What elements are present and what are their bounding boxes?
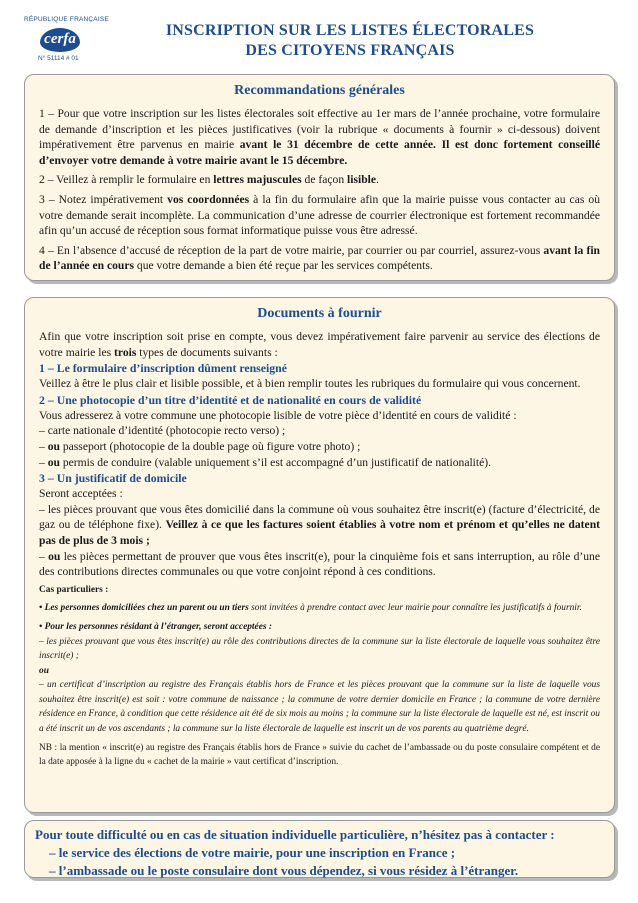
cerfa-logo: cerfa (40, 28, 80, 52)
special-case-abroad-item2: – un certificat d’inscription au registre des Français établis hors de France et les pièces prouvant que la commune sur la liste de laquelle vous souhaitez être inscrit(e) est soit : votre commune de naissance ; la commune de votre dernier domicile en France ; la commune de votre dernière résidence en France, à condition que cette résidence ait été de six mois au moins ; la commune sur la liste électorale de laquelle est né, est inscrit ou a été inscrit un de vos ascendants ; la commune sur la liste électorale de laquelle est inscrit un de vos parents au quatrième degré. (39, 680, 600, 735)
recommendations-title: Recommandations générales (234, 83, 405, 98)
doc-text-domicile: Seront acceptées : (39, 487, 123, 501)
doc-item-id-card: – carte nationale d’identité (photocopie recto verso) ; (39, 424, 286, 438)
contact-line-2: – le service des élections de votre mairie, pour une inscription en France ; (49, 845, 456, 860)
republic-label: RÉPUBLIQUE FRANÇAISE (24, 16, 109, 23)
recommendations-box (24, 74, 615, 281)
documents-box (24, 297, 615, 813)
special-case-parent: • Les personnes domiciliées chez un parent ou un tiers sont invitées à prendre contact avec leur mairie pour connaître les justificatifs à fournir. (39, 603, 582, 614)
doc-heading-identity: 2 – Une photocopie d’un titre d’identité et de nationalité en cours de validité (39, 392, 422, 407)
doc-text-form: Veillez à être le plus clair et lisible possible, et à bien remplir toutes les rubriques du formulaire qui vous concernent. (39, 377, 581, 391)
nb-note: NB : la mention « inscrit(e) au registre des Français établis hors de France » suivie du cachet de l’ambassade ou du poste consulaire compétent et de la date apposée à la ligne du « cachet de la mairie » vaut certificat d’inscription. (39, 742, 600, 768)
recommendation-2: 2 – Veillez à remplir le formulaire en lettres majuscules de façon lisible. (39, 173, 379, 187)
recommendation-3: 3 – Notez impérativement vos coordonnées à la fin du formulaire afin que la mairie puisse vous contacter au cas où votre demande serait incomplète. La communication d’une adresse de courrier électronique est fortement recommandée afin qu’un accusé de réception sous format informatique puisse vous être adressé. (39, 192, 600, 238)
special-case-abroad-title: • Pour les personnes résidant à l’étranger, seront acceptées : (39, 621, 272, 632)
special-cases-title: Cas particuliers : (39, 584, 109, 595)
documents-intro: Afin que votre inscription soit prise en compte, vous devez impérativement faire parvenir au service des élections de votre mairie les trois types de documents suivants : (39, 330, 600, 359)
recommendation-4: 4 – En l’absence d’accusé de réception de la part de votre mairie, par courrier ou par courriel, assurez-vous avant la fin de l’année en cours que votre demande a bien été reçue par les services compétents. (39, 243, 600, 273)
doc-heading-form: 1 – Le formulaire d’inscription dûment renseigné (39, 361, 287, 376)
contact-line-1: Pour toute difficulté ou en cas de situation individuelle particulière, n’hésitez pas à contacter : (35, 827, 555, 842)
recommendation-1: 1 – Pour que votre inscription sur les listes électorales soit effective au 1er mars de l’année prochaine, votre formulaire de demande d’inscription et les pièces justificatives (voir la rubrique « documents à fournir » ci-dessous) doivent impérativement être parvenus en mairie avant le 31 décembre de cette année. Il est donc fortement conseillé d’envoyer votre demande à votre mairie avant le 15 décembre. (39, 107, 600, 167)
page-title-line1: INSCRIPTION SUR LES LISTES ÉLECTORALES (165, 22, 535, 39)
form-number: N° 51114 # 01 (38, 55, 79, 62)
doc-item-tax: – ou les pièces permettant de prouver que vous êtes inscrit(e), pour la cinquième fois et sans interruption, au rôle d’une des contributions directes communales ou que votre conjoint répond à ces conditions. (39, 549, 600, 579)
page-title-line2: DES CITOYENS FRANÇAIS (245, 42, 455, 59)
contact-box (24, 820, 615, 878)
doc-item-bills: – les pièces prouvant que vous êtes domicilié dans la commune où vous souhaitez être inscrit(e) (facture d’électricité, de gaz ou de téléphone fixe). Veillez à ce que les factures soient établies à votre nom et prénom et qu’elles ne datent pas de plus de 3 mois ; (39, 502, 600, 547)
contact-line-3: – l’ambassade ou le poste consulaire dont vous dépendez, si vous résidez à l’étranger. (49, 863, 519, 878)
documents-title: Documents à fournir (257, 306, 382, 321)
doc-text-identity: Vous adresserez à votre commune une photocopie lisible de votre pièce d’identité en cours de validité : (39, 408, 517, 422)
doc-item-license: – ou permis de conduire (valable uniquement s’il est accompagné d’un justificatif de nationalité). (39, 455, 492, 469)
doc-item-passport: – ou passeport (photocopie de la double page où figure votre photo) ; (39, 439, 361, 453)
special-case-abroad-or: ou (39, 665, 49, 676)
doc-heading-domicile: 3 – Un justificatif de domicile (39, 471, 187, 486)
special-case-abroad-item1: – les pièces prouvant que vous êtes inscrit(e) au rôle des contributions directes de la commune sur la liste électorale de laquelle vous souhaitez être inscrit(e) ; (39, 636, 600, 662)
